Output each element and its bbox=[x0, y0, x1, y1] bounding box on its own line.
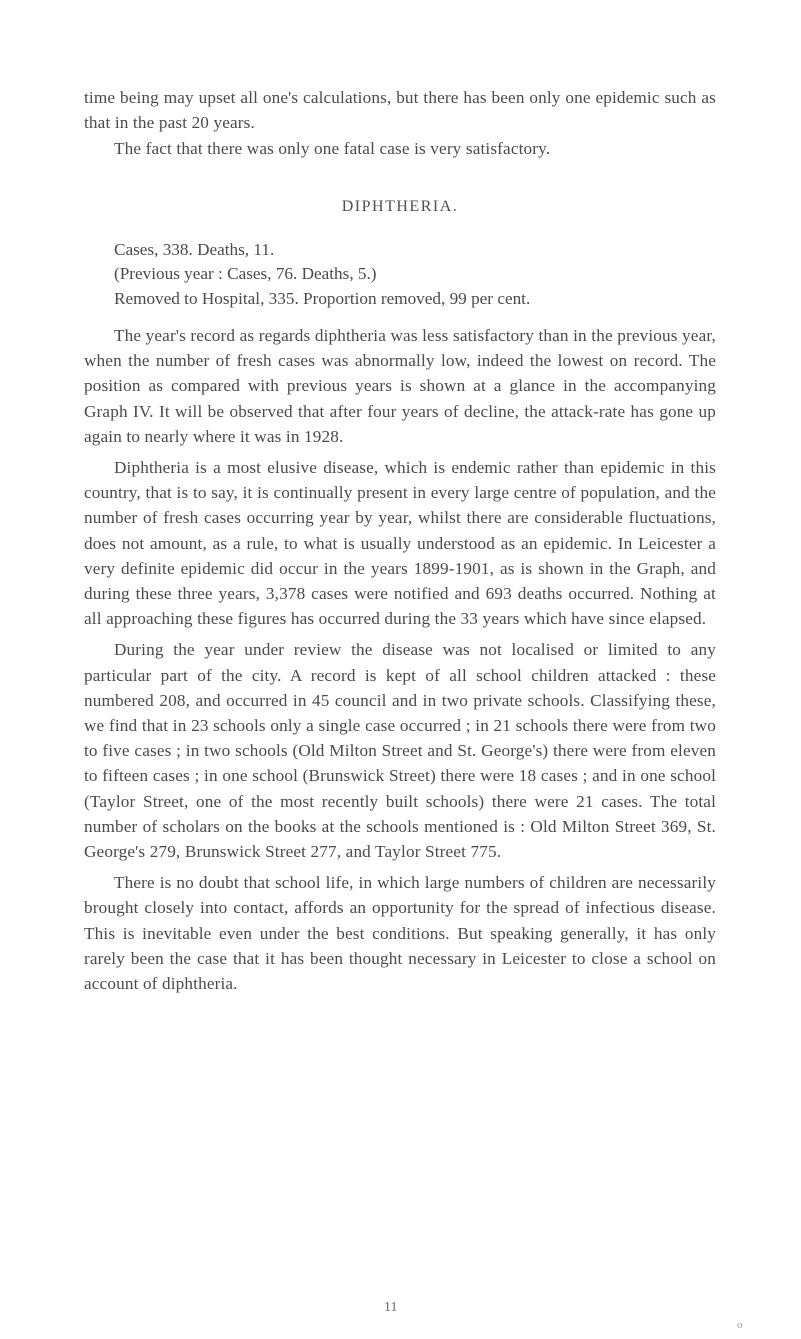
stat-previous-year: (Previous year : Cases, 76. Deaths, 5.) bbox=[114, 264, 377, 283]
stat-removed-to-hospital: Removed to Hospital, 335. Proportion removed, 99 per cent. bbox=[114, 289, 531, 308]
page-number: 11 bbox=[384, 1300, 398, 1315]
diphtheria-body bbox=[84, 323, 716, 996]
paragraph-fatal-case: The fact that there was only one fatal case is very satisfactory. bbox=[114, 139, 551, 158]
paragraph-continued: time being may upset all one's calculations, but there has been only one epidemic such as that in the past 20 years. bbox=[84, 88, 716, 133]
stat-current-year: Cases, 338. Deaths, 11. bbox=[114, 240, 275, 259]
section-heading-diphtheria: DIPHTHERIA. bbox=[341, 198, 459, 215]
corner-mark: o bbox=[737, 1319, 743, 1331]
paragraph-year-record: The year's record as regards diphtheria was less satisfactory than in the previous year, when the number of fresh cases was abnormally low, indeed the lowest on record. The position as compared with previous years is shown at a glance in the accompanying Graph IV. It will be observed that after four years of decline, the attack-rate has gone up again to nearly where it was in 1928. bbox=[84, 326, 716, 446]
paragraph-school-cases: During the year under review the disease was not localised or limited to any particular part of the city. A record is kept of all school children attacked : these numbered 208, and occurred in 45 council and in two private schools. Classifying these, we find that in 23 schools only a single case occurred ; in 21 schools there were from two to five cases ; in two schools (Old Milton Street and St. George's) there were from eleven to fifteen cases ; in one school (Brunswick Street) there were 18 cases ; and in one school (Taylor Street, one of the most recently built schools) there were 21 cases. The total number of scholars on the books at the schools mentioned is : Old Milton Street 369, St. George's 279, Brunswick Street 277, and Taylor Street 775. bbox=[84, 640, 716, 862]
smallpox-continuation bbox=[84, 85, 716, 135]
paragraph-school-life: There is no doubt that school life, in which large numbers of children are necessarily brought closely into contact, affords an opportunity for the spread of infectious disease. This is inevitable even under the best conditions. But speaking generally, it has only rarely been the case that it has been thought necessary in Leicester to close a school on account of diphtheria. bbox=[84, 873, 716, 994]
smallpox-fatal-note bbox=[84, 136, 716, 161]
paragraph-elusive-disease: Diphtheria is a most elusive disease, which is endemic rather than epidemic in this country, that is to say, it is continually present in every large centre of population, and the number of fresh cases occurring year by year, whilst there are considerable fluctuations, does not amount, as a rule, to what is usually understood as an epidemic. In Leicester a very definite epidemic did occur in the years 1899-1901, as is shown in the Graph, and during these three years, 3,378 cases were notified and 693 deaths occurred. Nothing at all approaching these figures has occurred during the 33 years which have since elapsed. bbox=[84, 458, 716, 629]
